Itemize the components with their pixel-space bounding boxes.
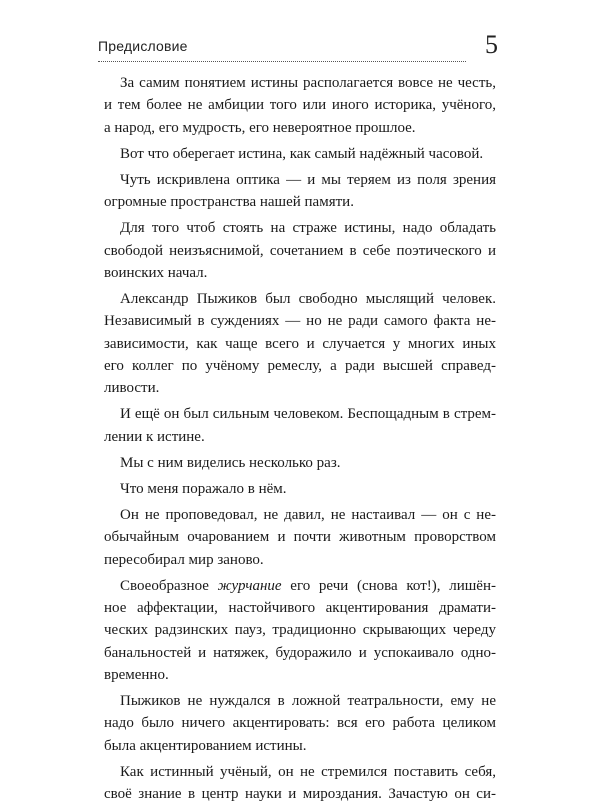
text-line: Как истинный учёный, он не стремился поставить себя,: [120, 763, 496, 780]
text-line: ливости.: [104, 380, 160, 397]
paragraph: [104, 575, 496, 687]
paragraph: [104, 504, 496, 571]
header-dotted-rule: [98, 61, 466, 62]
text-line: [104, 575, 496, 597]
paragraph: [104, 452, 496, 474]
text-line: Пыжиков не нуждался в ложной театральности, ему не: [120, 693, 496, 710]
paragraph: [104, 217, 496, 284]
text-line: Он не проповедовал, не давил, не настаивал — он с не-: [120, 506, 496, 523]
paragraph: [104, 690, 496, 757]
text-line: банальностей и натяжек, будоражило и успокаивало одно-: [104, 644, 496, 661]
text-line: ное аффектации, настойчивого акцентирования драмати-: [104, 599, 496, 616]
text-line: Вот что оберегает истина, как самый надёжный часовой.: [120, 145, 484, 162]
paragraph: [104, 72, 496, 139]
text-line: пересобирал мир заново.: [104, 551, 264, 568]
paragraph: [104, 169, 496, 214]
section-title: Предисловие: [98, 38, 188, 54]
text-line: и тем более не амбиции того или иного историка, учёного,: [104, 97, 496, 114]
text-line: надо было ничего акцентировать: вся его работа целиком: [104, 715, 496, 732]
page-number: 5: [485, 30, 498, 59]
text-line: огромные пространства нашей памяти.: [104, 194, 354, 211]
text-line: Что меня поражало в нём.: [120, 480, 287, 497]
text-run: его речи (снова кот!), лишён-: [281, 577, 496, 594]
text-line: ческих радзинских пауз, традиционно скрывающих череду: [104, 622, 496, 639]
text-line: лении к истине.: [104, 428, 205, 445]
text-line: Для того чтоб стоять на страже истины, надо обладать: [120, 220, 496, 237]
text-line: обычайным очарованием и почти животным проворством: [104, 529, 496, 546]
text-line: Александр Пыжиков был свободно мыслящий человек.: [120, 290, 496, 307]
text-line: свободой неизъяснимой, сочетанием в себе поэтического и: [104, 242, 496, 259]
text-line: была акцентированием истины.: [104, 737, 307, 754]
text-line: зависимости, как чаще всего и случается у многих иных: [104, 335, 496, 352]
text-line: Независимый в суждениях — но не ради самого факта не-: [104, 313, 496, 330]
text-line: За самим понятием истины располагается вовсе не честь,: [120, 75, 496, 91]
text-line: Чуть искривлена оптика — и мы теряем из поля зрения: [120, 171, 496, 188]
body-text: [104, 72, 496, 809]
text-line: воинских начал.: [104, 264, 208, 281]
text-line: Мы с ним виделись несколько раз.: [120, 454, 341, 471]
paragraph: [104, 478, 496, 500]
paragraph: [104, 288, 496, 400]
paragraph: [104, 761, 496, 806]
running-head: [98, 30, 498, 64]
text-run: Своеобразное: [120, 577, 218, 594]
text-line: временно.: [104, 667, 169, 684]
paragraph: [104, 403, 496, 448]
text-line: его коллег по учёному ремеслу, а ради высшей справед-: [104, 358, 496, 375]
text-line: И ещё он был сильным человеком. Беспощадным в стрем-: [120, 406, 496, 423]
text-line: а народ, его мудрость, его невероятное прошлое.: [104, 119, 416, 136]
paragraph: [104, 143, 496, 165]
italic-word: журчание: [217, 577, 282, 594]
text-line: своё знание в центр науки и мироздания. Зачастую он си-: [104, 786, 496, 803]
